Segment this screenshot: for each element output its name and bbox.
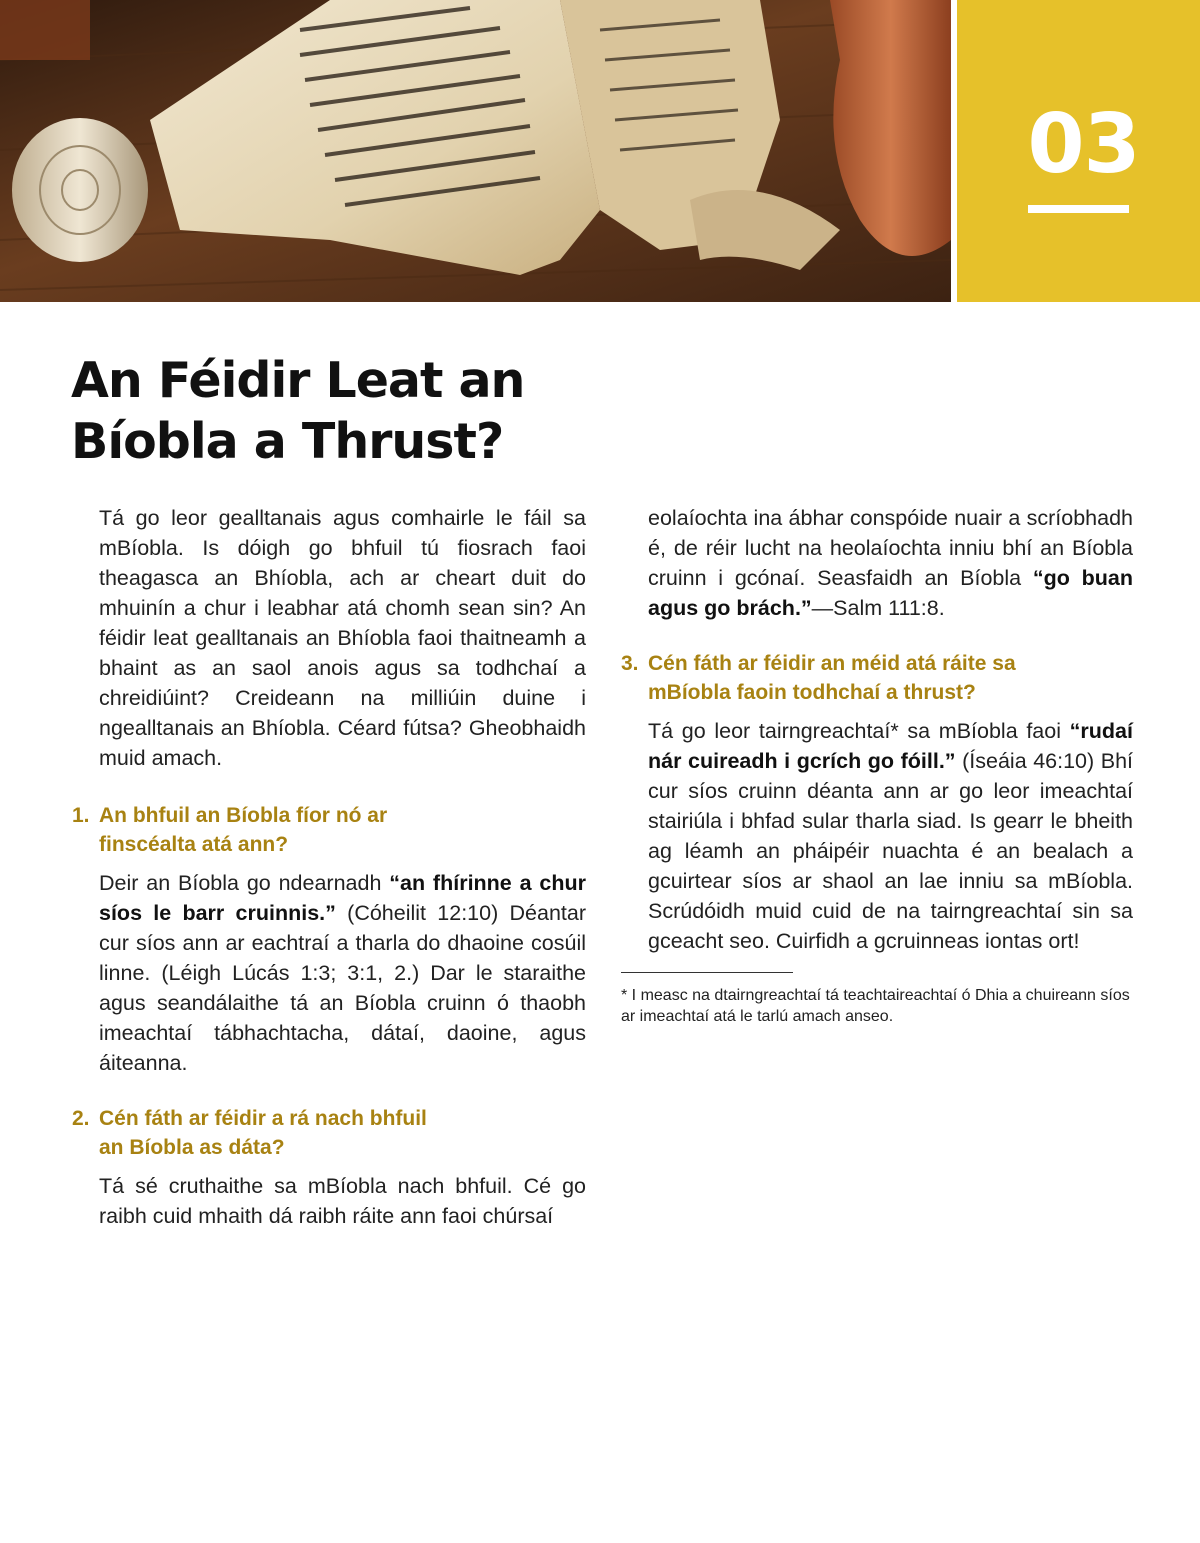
- question-3-heading: [621, 649, 1133, 707]
- question-1-line-1: An bhfuil an Bíobla fíor nó ar: [99, 804, 388, 827]
- question-3-quote: “rudaí nár cuireadh i gcrích go fóill.”: [648, 719, 1133, 773]
- question-2-quote: “go buan agus go brách.”: [648, 566, 1133, 620]
- question-2-citation: —Salm 111:8.: [811, 596, 945, 620]
- question-3-line-1: Cén fáth ar féidir an méid atá ráite sa: [648, 652, 1016, 675]
- question-3-answer: [621, 716, 1133, 956]
- question-1-answer-rest: (Cóheilit 12:10) Déantar cur síos ann ar eachtraí a tharla do dhaoine cosúil linne. (Léigh Lúcás 1:3; 3:1, 2.) Dar le staraithe agus seandálaithe tá an Bíobla cruinn ó thaobh imeachtaí tábhachtacha, dátaí, daoine, agus áiteanna.: [99, 901, 586, 1075]
- page-title: [71, 350, 631, 472]
- lesson-badge: [957, 0, 1200, 302]
- right-column: [621, 503, 1133, 1027]
- question-3-line-2: mBíobla faoin todhchaí a thrust?: [648, 681, 976, 704]
- question-2-answer-part-2: [621, 503, 1133, 623]
- intro-paragraph: Tá go leor gealltanais agus comhairle le fáil sa mBíobla. Is dóigh go bhfuil tú fiosrach faoi theagasca an Bhíobla, ach ar cheart duit do mhuinín a chur i leabhar atá chomh sean sin? An féidir leat gealltanais an Bhíobla faoi thaitneamh a bhaint as an saol anois agus sa todhchaí a chreidiúint? Creideann na milliúin duine i ngealltanais an Bhíobla. Céard fútsa? Gheobhaidh muid amach.: [99, 506, 586, 770]
- lesson-number-underline: [1028, 205, 1129, 213]
- question-2-heading: [72, 1104, 586, 1162]
- question-1-quote: “an fhírinne a chur síos le barr cruinnis.”: [99, 871, 586, 925]
- question-2-line-1: Cén fáth ar féidir a rá nach bhfuil: [99, 1107, 427, 1130]
- left-column: [72, 503, 586, 1231]
- question-1-number: 1.: [72, 804, 90, 827]
- question-3-answer-rest: (Íseáia 46:10) Bhí cur síos cruinn déanta ann ar go leor imeachtaí stairiúla i bhfad sular tharla siad. Is gearr le bheith ag léamh an pháipéir nuachta é an bealach a gcuirtear síos ar shaol an lae inniu sa mBíobla. Scrúdóidh muid cuid de na tairngreachtaí sin sa gceacht seo. Cuirfidh a gcruinneas iontas ort!: [648, 749, 1133, 953]
- question-2-line-2: an Bíobla as dáta?: [99, 1136, 285, 1159]
- question-2-answer-cont: eolaíochta ina ábhar conspóide nuair a scríobhadh é, de réir lucht na heolaíochta inniu bhí an Bíobla cruinn i gcónaí. Seasfaidh an Bíobla: [648, 506, 1133, 590]
- question-3-number: 3.: [621, 652, 639, 675]
- question-2-answer-part-1: Tá sé cruthaithe sa mBíobla nach bhfuil. Cé go raibh cuid mhaith dá raibh ráite ann faoi chúrsaí: [99, 1174, 586, 1228]
- lesson-number: 03: [1027, 97, 1140, 192]
- header-image-scrolls: [0, 0, 951, 302]
- question-1-answer-lead: Deir an Bíobla go ndearnadh: [99, 871, 390, 895]
- question-1-line-2: finscéalta atá ann?: [99, 833, 289, 856]
- footnote-divider: [621, 972, 793, 973]
- question-2-number: 2.: [72, 1107, 90, 1130]
- footnote: * I measc na dtairngreachtaí tá teachtaireachtaí ó Dhia a chuireann síos ar imeachtaí atá le tarlú amach anseo.: [621, 987, 1130, 1025]
- question-1-answer: [72, 868, 586, 1078]
- question-1-heading: [72, 801, 586, 859]
- title-line-2: Bíobla a Thrust?: [71, 413, 504, 470]
- title-line-1: An Féidir Leat an: [71, 352, 525, 409]
- question-3-answer-lead: Tá go leor tairngreachtaí* sa mBíobla faoi: [648, 719, 1070, 743]
